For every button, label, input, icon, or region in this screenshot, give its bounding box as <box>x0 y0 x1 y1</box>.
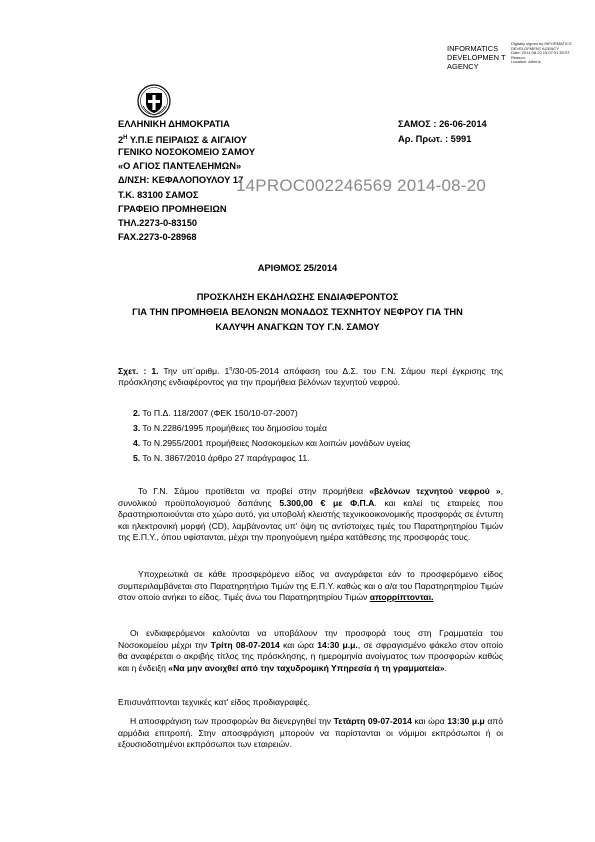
paragraph-opening: Η αποσφράγιση των προσφορών θα διενεργηθεί την Τετάρτη 09-07-2014 και ώρα 13:30 μ.μ από αρμόδια επιτροπή. Στην αποσφράγιση μπορούν να παρίστανται οι νόμιμοι εκπρόσωποι ή οι εξουσιοδοτημένοι εκπρόσωποι των εταιρειών. <box>118 716 504 750</box>
paragraph-price-observatory: Υποχρεωτικά σε κάθε προσφερόμενο είδος να αναγράφεται εάν το προσφερόμενο είδος συμπεριλαμβάνεται στο Παρατηρητήριο Τιμών της Ε.Π.Υ. καθώς και ο α/α του Παρατηρητηρίου Τιμών στον οποίο ανήκει το είδος. Τιμές άνω του Παρατηρητηρίου Τιμών απορρίπτονται. <box>118 569 503 603</box>
signature-date: Date: 2014.08.20 15:07:31 EEST <box>511 50 570 56</box>
signature-location: Location: Athens <box>511 59 541 65</box>
signature-signed-by: Digitally signed by INFORMATICS DEVELOPMENT AGENCY <box>511 41 572 51</box>
title-line-1: ΠΡΟΣΚΛΗΣΗ ΕΚΔΗΛΩΣΗΣ ΕΝΔΙΑΦΕΡΟΝΤΟΣ <box>196 292 399 302</box>
sender-line-4: «Ο ΑΓΙΟΣ ΠΑΝΤΕΛΕΗΜΩΝ» <box>118 161 242 171</box>
paragraph-procurement: Το Γ.Ν. Σάμου προτίθεται να προβεί στην προμήθεια «βελόνων τεχνητού νεφρού », συνολικού προϋπολογισμού δαπάνης 5.300,00 € με Φ.Π.Α. και καλεί τις εταιρείες που δραστηριοποιούνται στο χώρο αυτό, για υποβολή κλειστής τεχνικοοικονομικής προσφοράς σε έντυπη και ηλεκτρονική μορφή (CD), λαμβάνοντας υπ' όψη τις αντίστοιχες τιμές του Παρατηρητηρίου Τιμών της Ε.Π.Υ., όπου υφίστανται, μέχρι την προηγούμενη ημέρα κατάθεσης της προσφοράς τους. <box>118 486 503 543</box>
signature-reason: Reason: <box>511 54 526 60</box>
reference-4: 4. Το Ν.2955/2001 προμήθειες Νοσοκομείων και λοιπών μονάδων υγείας <box>133 438 411 448</box>
sender-line-7: ΓΡΑΦΕΙΟ ΠΡΟΜΗΘΕΙΩΝ <box>118 204 227 214</box>
sender-line-6: Τ.Κ. 83100 ΣΑΜΟΣ <box>118 190 199 200</box>
reference-5: 5. Το Ν. 3867/2010 άρθρο 27 παράγραφος 11. <box>133 453 310 463</box>
protocol-number: Αρ. Πρωτ. : 5991 <box>398 134 472 144</box>
sender-phone: ΤΗΛ.2273-0-83150 <box>118 218 198 228</box>
sender-line-1: ΕΛΛΗΝΙΚΗ ΔΗΜΟΚΡΑΤΙΑ <box>118 119 230 129</box>
paragraph-specifications: Επισυνάπτονται τεχνικές κατ' είδος προδιαγραφές. <box>118 697 311 707</box>
title-line-2: ΓΙΑ ΤΗΝ ΠΡΟΜΗΘΕΙΑ ΒΕΛΟΝΩΝ ΜΟΝΑΔΟΣ ΤΕΧΝΗΤΟΥ ΝΕΦΡΟΥ ΓΙΑ ΤΗΝ <box>132 307 463 317</box>
sender-line-3: ΓΕΝΙΚΟ ΝΟΣΟΚΟΜΕΙΟ ΣΑΜΟΥ <box>118 147 256 157</box>
sender-line-5: Δ/ΝΣΗ: ΚΕΦΑΛΟΠΟΥΛΟΥ 17 <box>118 175 244 185</box>
signature-details <box>511 42 591 65</box>
greek-coat-of-arms-emblem <box>137 84 171 118</box>
title-line-3: ΚΑΛΥΨΗ ΑΝΑΓΚΩΝ ΤΟΥ Γ.Ν. ΣΑΜΟΥ <box>215 322 380 332</box>
signature-title: INFORMATICS DEVELOPMEN T AGENCY <box>447 44 506 71</box>
document-date: ΣΑΜΟΣ : 26-06-2014 <box>398 119 487 129</box>
reference-3: 3. Το Ν.2286/1995 προμήθειες του δημοσίου τομέα <box>133 423 328 433</box>
sender-line-2: $2^H$ Υ.Π.Ε ΠΕΙΡΑΙΩΣ & ΑΙΓΑΙΟΥ <box>118 135 247 146</box>
sender-fax: FAX.2273-0-28968 <box>118 232 197 242</box>
reference-1: Σχετ. : 1. Την υπ΄αριθμ. $1^\eta/30-05-2014$ απόφαση του Δ.Σ. του Γ.Ν. Σάμου περί έγκρισης της πρόσκλησης ενδιαφέροντος για την προμήθεια βελόνων τεχνητού νεφρού. <box>118 365 504 388</box>
reference-2: 2. Το Π.Δ. 118/2007 (ΦΕΚ 150/10-07-2007) <box>133 408 298 418</box>
ada-stamp: 14PROC002246569 2014-08-20 <box>236 176 486 195</box>
paragraph-submission: Οι ενδιαφερόμενοι καλούνται να υποβάλουν την προσφορά τους στη Γραμματεία του Νοσοκομείου μέχρι την Τρίτη 08-07-2014 και ώρα 14:30 μ.μ., σε σφραγισμένο φάκελο στον οποίο θα αναφέρεται ο ακριβής τίτλος της πρόσκλησης, η ημερομηνία ανοίγματος των προσφορών καθώς και η ένδειξη «Να μην ανοιχθεί από την ταχυδρομική Υπηρεσία ή τη γραμματεία». <box>118 628 503 673</box>
document-number: ΑΡΙΘΜΟΣ 25/2014 <box>257 263 338 273</box>
